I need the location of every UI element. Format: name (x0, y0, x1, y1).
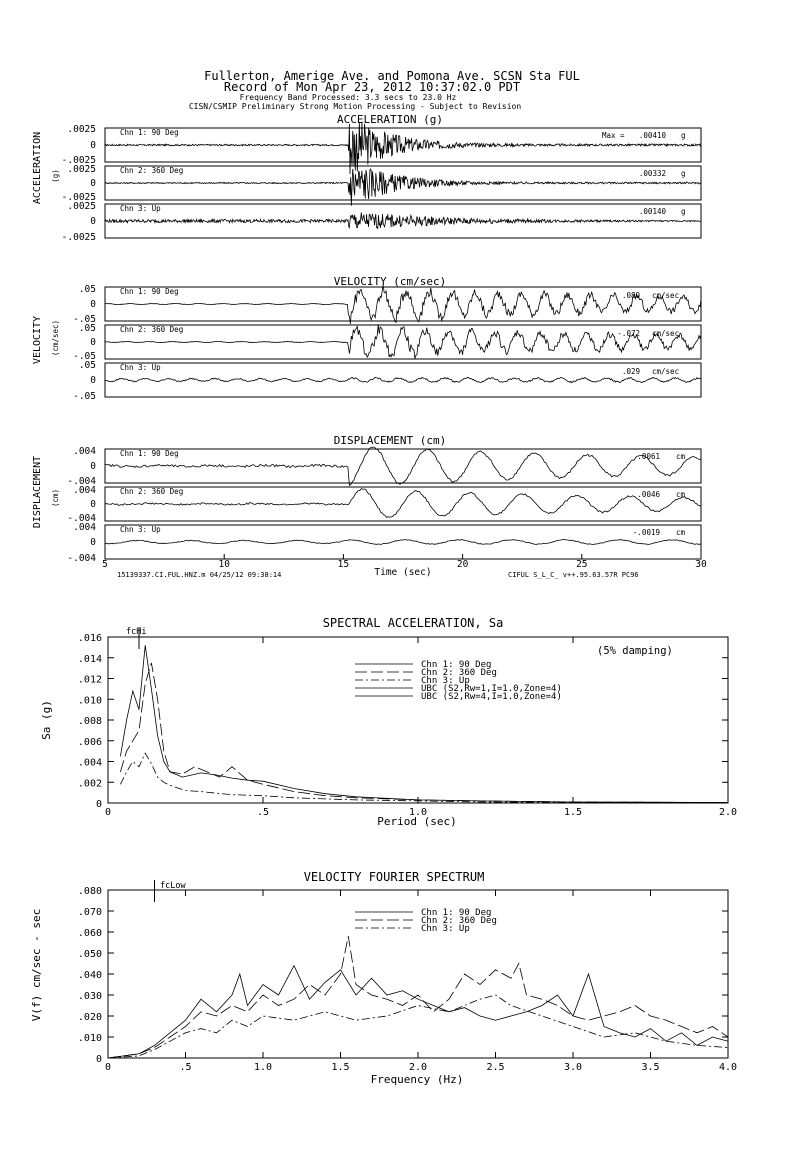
velocity-chn2-label: Chn 2: 360 Deg (120, 325, 184, 334)
acceleration-ytick-chn3-top: .0025 (67, 201, 96, 212)
x-tick-label: 1.5 (563, 807, 583, 818)
acceleration-yunit: (g) (51, 169, 60, 183)
displacement-title: DISPLACEMENT (cm) (333, 434, 447, 447)
acceleration-chn2-label: Chn 2: 360 Deg (120, 166, 184, 175)
displacement-chn1-label: Chn 1: 90 Deg (120, 449, 179, 458)
velocity-trace-chn3 (105, 377, 701, 383)
spectral-xlabel: Period (sec) (377, 815, 457, 828)
x-tick-label: 2.5 (486, 1062, 505, 1073)
displacement-chn3-peak: -.0019 (632, 528, 660, 537)
displacement-ytick-chn3-zero: 0 (90, 537, 96, 548)
acceleration-chn1-label: Chn 1: 90 Deg (120, 128, 179, 137)
displacement-panel (32, 434, 707, 579)
acceleration-ytick-chn1-bottom: -.0025 (61, 155, 96, 166)
x-tick-label: 1.0 (408, 807, 428, 818)
velocity-ytick-chn3-zero: 0 (90, 375, 96, 386)
acceleration-ytick-chn1-zero: 0 (90, 140, 96, 151)
velocity-chn1-unit: cm/sec (652, 291, 680, 300)
spectral-legend-chn2: Chn 2: 360 Deg (421, 668, 497, 678)
time-axis-tick-label: 10 (218, 559, 230, 570)
x-tick-label: 0 (104, 807, 112, 818)
y-tick-label: .080 (77, 886, 102, 897)
spectral-legend-ubc4: UBC (S2,Rw=4,I=1.0,Zone=4) (421, 692, 562, 702)
velocity-ytick-chn1-bottom: -.05 (73, 314, 96, 325)
acceleration-chn3-peak: .00140 (638, 207, 666, 216)
header-record-line: Record of Mon Apr 23, 2012 10:37:02.0 PDT (223, 80, 521, 94)
acceleration-ytick-chn1-top: .0025 (67, 124, 96, 135)
y-tick-label: .002 (77, 778, 102, 790)
y-tick-label: .030 (77, 991, 102, 1002)
fourier-axes (78, 886, 737, 1073)
spectral-frame (108, 637, 728, 803)
fourier-series-chn2 (108, 936, 728, 1058)
spectral-legend-ubc1: UBC (S2,Rw=1,I=1.0,Zone=4) (421, 684, 562, 694)
displacement-trace-chn1 (105, 447, 701, 485)
velocity-ytick-chn2-zero: 0 (90, 337, 96, 348)
x-tick-label: 2.0 (408, 1062, 428, 1073)
x-tick-label: 0 (104, 1062, 112, 1073)
displacement-ytick-chn1-top: .004 (73, 446, 96, 457)
fourier-ylabel: V(f) cm/sec - sec (30, 908, 43, 1022)
velocity-chn3-label: Chn 3: Up (120, 363, 161, 372)
displacement-chn3-unit: cm (676, 528, 686, 537)
fourier-frame (108, 890, 728, 1058)
y-tick-label: .060 (77, 928, 102, 939)
acceleration-chn2-unit: g (681, 169, 686, 178)
header-station-line: Fullerton, Amerige Ave. and Pomona Ave. SCSN Sta FUL (204, 69, 580, 83)
acceleration-trace-chn3 (105, 213, 701, 229)
y-tick-label: .010 (77, 1033, 102, 1044)
velocity-trace-chn2 (105, 324, 701, 358)
displacement-ytick-chn2-bottom: -.004 (67, 513, 96, 524)
displacement-ylabel: DISPLACEMENT (32, 455, 43, 529)
acceleration-ytick-chn3-zero: 0 (90, 216, 96, 227)
spectral-damping-label: (5% damping) (597, 645, 673, 657)
y-tick-label: 0 (95, 799, 102, 810)
y-tick-label: .050 (77, 949, 102, 960)
displacement-chn2-unit: cm (676, 490, 686, 499)
acceleration-chn2-peak: .00332 (638, 169, 666, 178)
y-tick-label: .004 (77, 757, 102, 769)
time-axis-tick-label: 5 (102, 559, 108, 570)
x-tick-label: .5 (256, 807, 270, 818)
fourier-xlabel: Frequency (Hz) (370, 1073, 464, 1086)
time-axis-tick-label: 15 (337, 559, 350, 570)
velocity-ytick-chn2-bottom: -.05 (73, 351, 96, 362)
velocity-panel (32, 275, 701, 402)
y-tick-label: .040 (77, 970, 102, 981)
displacement-chn3-label: Chn 3: Up (120, 525, 161, 534)
displacement-yunit: (cm) (51, 488, 60, 508)
spectral-legend-chn3: Chn 3: Up (421, 676, 470, 686)
fourier-spectrum-panel (30, 870, 737, 1086)
displacement-ytick-chn1-zero: 0 (90, 461, 96, 472)
displacement-trace-chn2 (105, 489, 701, 518)
velocity-ytick-chn2-top: .05 (78, 323, 96, 334)
displacement-ytick-chn3-bottom: -.004 (67, 553, 96, 564)
acceleration-panel (32, 113, 701, 243)
fourier-legend-chn1: Chn 1: 90 Deg (421, 908, 492, 918)
velocity-chn1-peak: .080 (621, 291, 640, 300)
header-processing-note: CISN/CSMIP Preliminary Strong Motion Processing - Subject to Revision (188, 102, 522, 111)
acceleration-title: ACCELERATION (g) (337, 113, 443, 126)
velocity-chn3-unit: cm/sec (652, 367, 680, 376)
velocity-frame-chn3 (105, 363, 701, 397)
displacement-chn1-unit: cm (676, 452, 686, 461)
spectral-title: SPECTRAL ACCELERATION, Sa (322, 616, 504, 630)
time-axis-tick-label: 20 (456, 559, 469, 570)
time-axis-label: Time (sec) (374, 567, 432, 578)
displacement-ytick-chn3-top: .004 (73, 522, 96, 533)
spectral-axes (78, 633, 737, 818)
spectral-series-chn3 (120, 753, 728, 803)
x-tick-label: 1.5 (331, 1062, 350, 1073)
fourier-legend-chn2: Chn 2: 360 Deg (421, 916, 497, 926)
report-header (189, 69, 580, 111)
time-axis-tick-label: 30 (695, 559, 707, 570)
acceleration-chn1-unit: g (681, 131, 686, 140)
acceleration-chn1-peak: .00410 (638, 131, 666, 140)
y-tick-label: .020 (77, 1012, 102, 1023)
footer-record-id: 15139337.CI.FUL.HNZ.m 04/25/12 09:38:14 (117, 571, 282, 579)
velocity-chn2-peak: -.072 (617, 329, 640, 338)
y-tick-label: .006 (77, 736, 102, 748)
spectral-ylabel: Sa (g) (40, 700, 53, 740)
velocity-chn1-label: Chn 1: 90 Deg (120, 287, 179, 296)
fourier-legend (355, 908, 497, 934)
x-tick-label: 3.5 (641, 1062, 660, 1073)
y-tick-label: .016 (77, 633, 102, 644)
y-tick-label: .010 (77, 695, 102, 707)
x-tick-label: 1.0 (253, 1062, 273, 1073)
displacement-ytick-chn2-top: .004 (73, 485, 96, 496)
displacement-ytick-chn1-bottom: -.004 (67, 476, 96, 487)
y-tick-label: .014 (77, 653, 102, 665)
acceleration-chn3-unit: g (681, 207, 686, 216)
x-tick-label: .5 (179, 1062, 192, 1073)
y-tick-label: .012 (77, 674, 102, 686)
x-tick-label: 2.0 (718, 807, 738, 818)
displacement-trace-chn3 (105, 540, 701, 545)
displacement-frame-chn3 (105, 525, 701, 559)
velocity-ylabel: VELOCITY (32, 315, 43, 365)
acceleration-max-label: Max = (602, 131, 625, 140)
y-tick-label: .008 (77, 716, 102, 727)
velocity-ytick-chn1-zero: 0 (90, 299, 96, 310)
velocity-title: VELOCITY (cm/sec) (333, 275, 447, 288)
acceleration-ytick-chn2-zero: 0 (90, 178, 96, 189)
fourier-title: VELOCITY FOURIER SPECTRUM (303, 870, 485, 884)
header-frequency-band: Frequency Band Processed: 3.3 secs to 23.0 Hz (239, 93, 457, 102)
footer-processing-code: CIFUL S_L_C_ v++.95.63.57R PC96 (508, 571, 639, 579)
velocity-trace-chn1 (105, 285, 701, 324)
spectral-legend-chn1: Chn 1: 90 Deg (421, 660, 492, 670)
velocity-chn2-unit: cm/sec (652, 329, 680, 338)
time-axis-tick-label: 25 (576, 559, 588, 570)
displacement-chn2-label: Chn 2: 360 Deg (120, 487, 184, 496)
velocity-ytick-chn3-top: .05 (78, 360, 96, 371)
acceleration-ytick-chn2-bottom: -.0025 (61, 192, 96, 203)
acceleration-chn3-label: Chn 3: Up (120, 204, 161, 213)
velocity-ytick-chn1-top: .05 (78, 284, 96, 295)
acceleration-ylabel: ACCELERATION (32, 131, 43, 205)
fourier-legend-chn3: Chn 3: Up (421, 924, 470, 934)
velocity-chn3-peak: .029 (621, 367, 640, 376)
x-tick-label: 4.0 (718, 1062, 738, 1073)
displacement-chn1-peak: .0061 (637, 452, 660, 461)
spectral-acceleration-panel (40, 616, 737, 828)
acceleration-ytick-chn3-bottom: -.0025 (61, 232, 96, 243)
spectral-fchi-label: fcHi (126, 627, 147, 637)
velocity-frame-chn2 (105, 325, 701, 359)
y-tick-label: 0 (95, 1054, 102, 1065)
fourier-series-chn3 (108, 995, 728, 1058)
velocity-yunit: (cm/sec) (51, 319, 60, 357)
acceleration-ytick-chn2-top: .0025 (67, 164, 96, 175)
fourier-fclow-label: fcLow (160, 881, 186, 891)
y-tick-label: .070 (77, 907, 102, 918)
displacement-chn2-peak: .0046 (637, 490, 660, 499)
x-tick-label: 3.0 (563, 1062, 583, 1073)
displacement-ytick-chn2-zero: 0 (90, 499, 96, 510)
spectral-legend (355, 660, 562, 702)
velocity-ytick-chn3-bottom: -.05 (73, 391, 96, 402)
